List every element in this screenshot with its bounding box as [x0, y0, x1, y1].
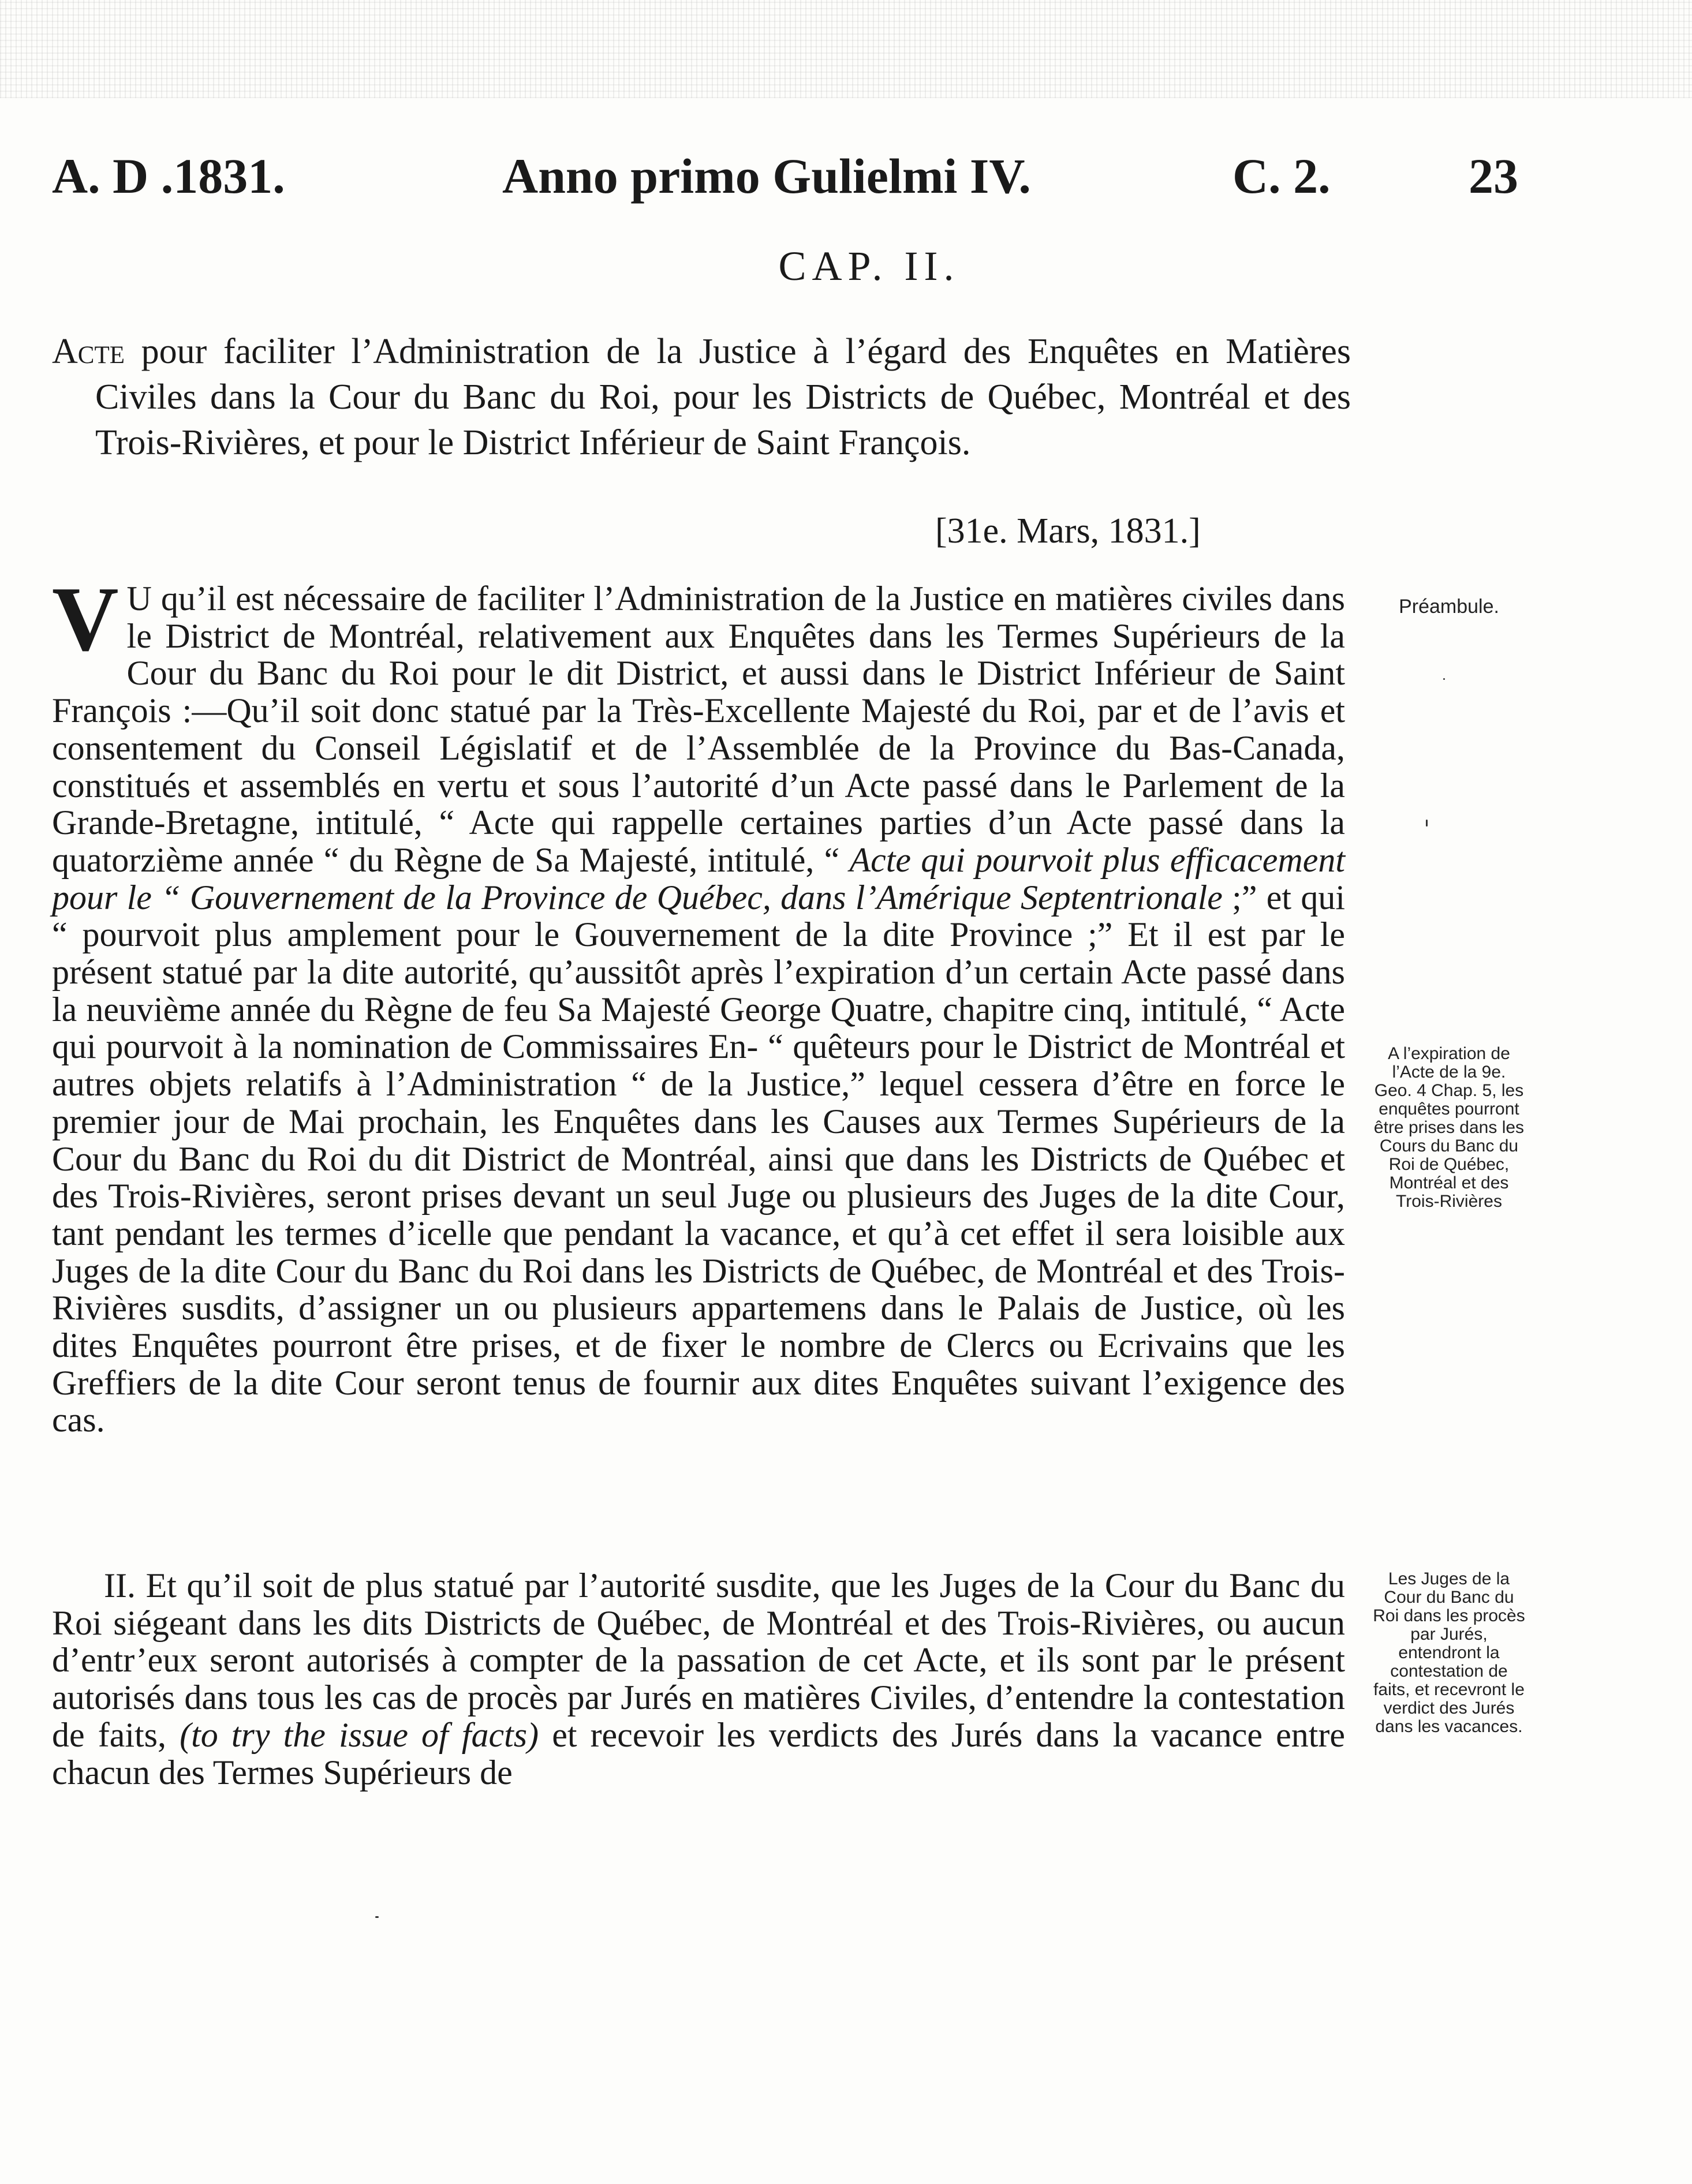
margin-note-preamble: Préambule.	[1399, 596, 1499, 618]
header-chapter: C. 2.	[1232, 148, 1331, 204]
paragraph2-text-b: et recevoir les verdicts des Jurés dans la vacance entre chacun des Termes Supérieurs de	[52, 1715, 1345, 1792]
drop-cap: V	[52, 567, 119, 670]
paragraph1-text-b: ;” et qui “ pourvoit plus amplement pour le Gouvernement de la dite Province ;” Et il est par le présent statué par la dite autorité, qu’aussitôt après l’expiration d’un certain Acte passé dans la neuvième année du Règne de feu Sa Majesté George Quatre, chapitre cinq, intitulé, “ Acte qui pourvoit à la nomination de Commissaires En- “ quêteurs pour le District de Montréal et autres objets relatifs à l’Administration “ de la Justice,” lequel cessera d’être en force le premier jour de Mai prochain, les Enquêtes dans les Causes aux Termes Supérieurs de la Cour du Banc du Roi du dit District de Montréal, ainsi que dans les Districts de Québec et des Trois-Rivières, seront prises devant un seul Juge ou plusieurs des Juges de la dite Cour, tant pendant les termes d’icelle que pendant la vacance, et qu’à cet effet il sera loisible aux Juges de la dite Cour du Banc du Roi dans les Districts de Québec, de Montréal et des Trois-Rivières susdits, d’assigner un ou plusieurs appartemens dans le Palais de Justice, où les dites Enquêtes pourront être prises, et de fixer le nombre de Clercs ou Ecrivains que les Greffiers de la dite Cour seront tenus de fournir aux dites Enquêtes suivant l’exigence des cas.	[52, 878, 1345, 1439]
scan-speck	[1426, 820, 1428, 827]
scan-noise-strip	[0, 0, 1692, 98]
paragraph-section-ii	[52, 1567, 1345, 1791]
margin-note-expiration: A l’expiration de l’Acte de la 9e. Geo. 4 Chap. 5, les enquêtes pourront être prises dans les Cours du Banc du Roi de Québec, Montréal et des Trois-Rivières	[1373, 1044, 1525, 1211]
act-title-lead: Acte	[52, 332, 125, 371]
header-year: A. D .1831.	[52, 148, 285, 204]
running-header	[52, 139, 1518, 214]
paragraph-preamble	[52, 567, 1345, 1439]
margin-note-judges: Les Juges de la Cour du Banc du Roi dans les procès par Jurés, entendront la contestation de faits, et recevront le verdict des Jurés dans les vacances.	[1373, 1569, 1525, 1736]
act-title-text: pour faciliter l’Administration de la Justice à l’égard des Enquêtes en Matières Civiles dans la Cour du Banc du Roi, pour les Districts de Québec, Montréal et des Trois-Rivières, et pour le District Inférieur de Saint François.	[95, 332, 1351, 462]
act-date: [31e. Mars, 1831.]	[935, 511, 1201, 551]
paragraph1-text-a: U qu’il est nécessaire de faciliter l’Administration de la Justice en matières civiles dans le District de Montréal, relativement aux Enquêtes dans les Termes Supérieurs de la Cour du Banc du Roi pour le dit District, et aussi dans le District Inférieur de Saint François :—Qu’il soit donc statué par la Très-Excellente Majesté du Roi, par et de l’avis et consentement du Conseil Législatif et de l’Assemblée de la Province du Bas-Canada, constitués et assemblés en vertu et sous l’autorité d’un Acte passé dans le Parlement de la Grande-Bretagne, intitulé, “ Acte qui rappelle certaines parties d’un Acte passé dans la quatorzième année “ du Règne de Sa Majesté, intitulé, “	[52, 579, 1345, 879]
paragraph2-text-a: II. Et qu’il soit de plus statué par l’autorité susdite, que les Juges de la Cour du Banc du Roi siégeant dans les dits Districts de Québec, de Montréal et des Trois-Rivières, ou aucun d’entr’eux seront autorisés à compter de la passation de cet Acte, et ils sont par le présent autorisés dans tous les cas de procès par Jurés en matières Civiles, d’entendre la contestation de faits,	[52, 1566, 1345, 1754]
paragraph1-italic: Acte qui pourvoit plus efficacement pour le “ Gouvernement de la Province de Québec, dans l’Amérique Septentrionale	[52, 840, 1345, 917]
scan-speck	[1443, 678, 1445, 680]
page-number: 23	[1469, 148, 1518, 204]
scan-speck	[375, 1916, 379, 1918]
chapter-heading: CAP. II.	[778, 243, 960, 289]
act-title	[52, 329, 1351, 466]
paragraph2-italic: (to try the issue of facts)	[180, 1715, 539, 1754]
header-title: Anno primo Gulielmi IV.	[502, 148, 1031, 204]
